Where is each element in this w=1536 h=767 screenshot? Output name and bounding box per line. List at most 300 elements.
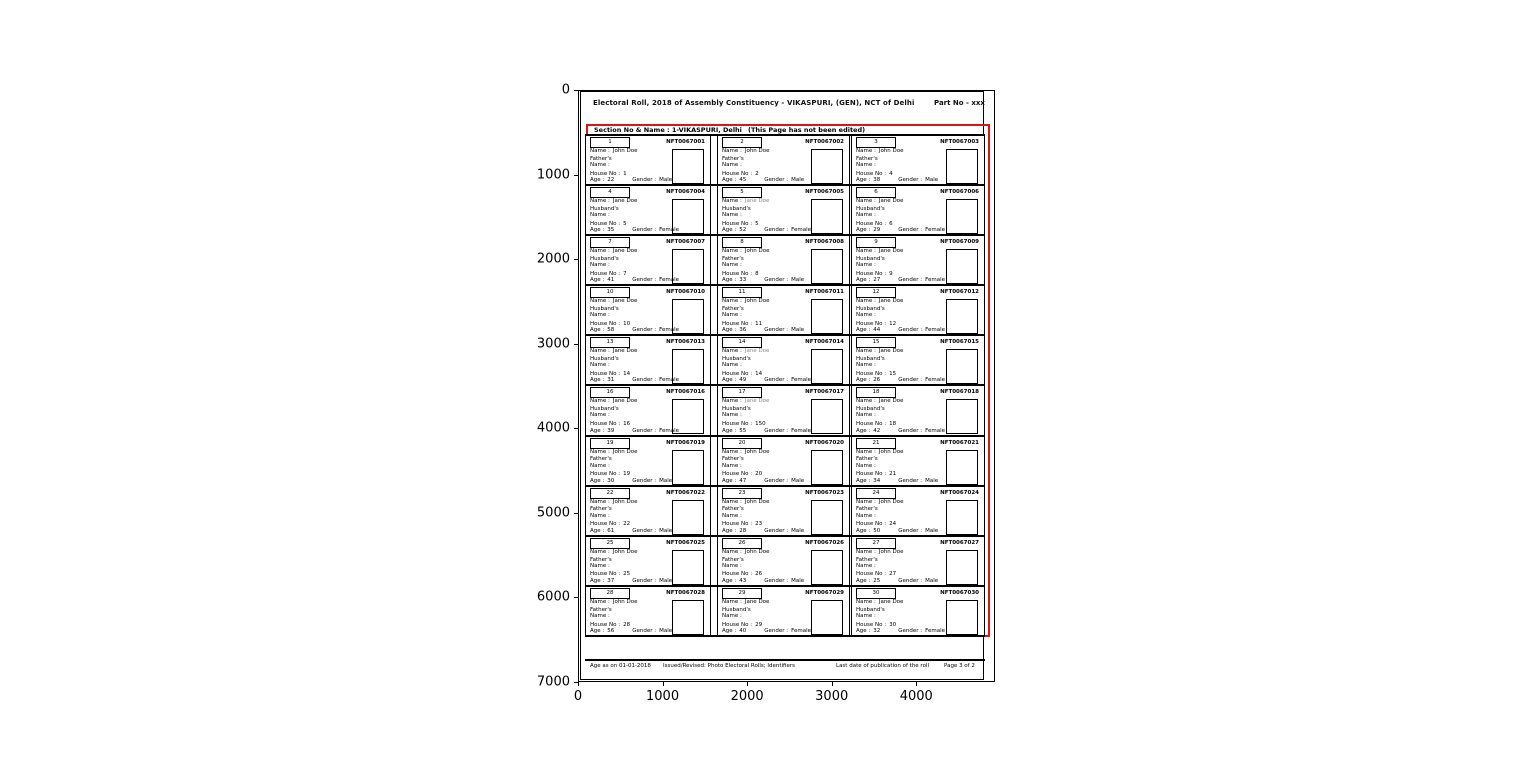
relation-line: Father's [722, 556, 744, 563]
relation-line: Father's [590, 556, 612, 563]
house-number: 20 [755, 471, 763, 478]
voter-row [585, 587, 985, 637]
age-value: 50 [873, 527, 881, 534]
voter-details [722, 248, 809, 277]
house-number: 14 [755, 371, 763, 377]
relation-line: Husband's [856, 406, 885, 413]
relation-name-label: Name : [590, 512, 610, 519]
age-label: Age : [722, 577, 737, 584]
age-label: Age : [590, 577, 605, 584]
gender-label: Gender : [632, 277, 657, 284]
age-gender-line [590, 327, 706, 333]
serial-number-box: 9 [856, 237, 896, 248]
relation-name-label: Name : [590, 412, 610, 419]
epic-number: NFT0067019 [666, 439, 705, 446]
age-gender-line [722, 578, 845, 584]
relation-name-label: Name : [590, 312, 610, 319]
epic-number: NFT0067012 [940, 289, 979, 296]
age-gender-line [722, 628, 845, 634]
relation-name-label: Name : [856, 262, 876, 269]
serial-number-box: 11 [722, 287, 762, 298]
voter-name: Jane Doe [744, 348, 770, 355]
name-label: Name : [856, 498, 876, 505]
name-label: Name : [856, 348, 876, 355]
voter-details [590, 449, 670, 478]
voter-card [585, 386, 711, 434]
name-label: Name : [722, 448, 742, 455]
y-tick-label: 1000 [536, 167, 570, 183]
gender-value: Female [659, 377, 680, 384]
gender-value: Female [659, 227, 680, 234]
age-label: Age : [590, 627, 605, 634]
voter-details [590, 298, 670, 327]
gender-label: Gender : [764, 227, 789, 234]
relation-line: Father's [590, 456, 612, 463]
age-label: Age : [722, 177, 737, 184]
voter-card [585, 437, 711, 485]
age-gender-line [856, 578, 980, 584]
name-label: Name : [722, 498, 742, 505]
name-label: Name : [856, 398, 876, 405]
age-gender-line [856, 478, 980, 484]
age-value: 22 [607, 177, 615, 184]
relation-line: Father's [590, 506, 612, 513]
gender-value: Female [925, 627, 946, 634]
voter-details [856, 348, 944, 377]
age-label: Age : [590, 177, 605, 184]
house-label: House No : [590, 220, 621, 227]
relation-line: Father's [722, 456, 744, 463]
age-gender-line [590, 528, 706, 534]
voter-name: Jane Doe [612, 198, 638, 205]
voter-row [585, 186, 985, 236]
relation-line: Father's [856, 556, 878, 563]
epic-number: NFT0067007 [666, 239, 705, 246]
name-label: Name : [722, 148, 742, 154]
voter-name: John Doe [612, 148, 638, 154]
voter-details [722, 499, 809, 528]
y-tick-mark [574, 259, 578, 260]
relation-name-label: Name : [856, 512, 876, 519]
voter-details [856, 499, 944, 528]
relation-line: Husband's [856, 205, 885, 212]
age-label: Age : [856, 427, 871, 434]
voter-name: Jane Doe [612, 248, 638, 255]
age-gender-line [856, 327, 980, 333]
voter-card [851, 136, 985, 184]
name-label: Name : [722, 248, 742, 255]
name-label: Name : [590, 398, 610, 405]
y-tick-mark [574, 428, 578, 429]
voter-row [585, 286, 985, 336]
age-value: 40 [739, 627, 747, 634]
gender-label: Gender : [898, 227, 923, 234]
name-label: Name : [722, 548, 742, 555]
house-number: 6 [889, 220, 893, 227]
y-tick-label: 2000 [536, 251, 570, 267]
y-tick-label: 6000 [536, 589, 570, 605]
voter-details [722, 398, 809, 427]
serial-number-box: 13 [590, 337, 630, 348]
voter-card [717, 236, 850, 284]
gender-label: Gender : [898, 477, 923, 484]
gender-label: Gender : [632, 527, 657, 534]
age-label: Age : [856, 277, 871, 284]
gender-value: Male [659, 177, 673, 184]
relation-name-label: Name : [722, 262, 742, 269]
house-label: House No : [722, 471, 753, 478]
voter-details [722, 148, 809, 177]
house-label: House No : [722, 421, 753, 428]
serial-number-box: 15 [856, 337, 896, 348]
name-label: Name : [856, 248, 876, 255]
x-tick-mark [916, 682, 917, 686]
name-label: Name : [722, 298, 742, 305]
serial-number-box: 30 [856, 588, 896, 599]
name-label: Name : [856, 198, 876, 205]
epic-number: NFT0067029 [805, 589, 844, 596]
serial-number-box: 18 [856, 387, 896, 398]
serial-number-box: 10 [590, 287, 630, 298]
gender-value: Male [791, 577, 805, 584]
age-value: 61 [607, 527, 615, 534]
gender-value: Female [925, 427, 946, 434]
voter-card [851, 587, 985, 635]
voter-details [722, 549, 809, 578]
relation-name-label: Name : [856, 612, 876, 619]
age-label: Age : [590, 427, 605, 434]
age-label: Age : [722, 527, 737, 534]
voter-card [851, 336, 985, 384]
house-label: House No : [590, 170, 621, 177]
epic-number: NFT0067008 [805, 239, 844, 246]
relation-line: Husband's [856, 356, 885, 363]
x-tick-label: 1000 [646, 689, 680, 704]
age-value: 38 [873, 177, 881, 184]
voter-card-grid [585, 134, 985, 637]
voter-details [722, 599, 809, 628]
voter-name: John Doe [878, 498, 904, 505]
voter-card [717, 186, 850, 234]
age-label: Age : [590, 477, 605, 484]
age-value: 26 [873, 377, 881, 384]
house-number: 27 [889, 571, 897, 578]
house-label: House No : [722, 270, 753, 277]
epic-number: NFT0067004 [666, 189, 705, 196]
x-tick-label: 2000 [730, 689, 764, 704]
gender-value: Female [659, 277, 680, 284]
serial-number-box: 16 [590, 387, 630, 398]
voter-details [722, 198, 809, 227]
x-tick-label: 0 [573, 689, 583, 704]
serial-number-box: 17 [722, 387, 762, 398]
voter-name: Jane Doe [744, 398, 770, 405]
voter-row [585, 236, 985, 286]
name-label: Name : [590, 298, 610, 305]
house-label: House No : [856, 220, 887, 227]
house-number: 5 [623, 220, 627, 227]
serial-number-box: 29 [722, 588, 762, 599]
house-label: House No : [722, 320, 753, 327]
relation-line: Father's [722, 255, 744, 262]
age-gender-line [590, 177, 706, 183]
house-number: 22 [623, 521, 631, 528]
voter-card [717, 336, 850, 384]
name-label: Name : [590, 548, 610, 555]
house-label: House No : [722, 571, 753, 578]
relation-name-label: Name : [590, 562, 610, 569]
gender-value: Male [791, 327, 805, 334]
relation-line: Husband's [590, 306, 619, 312]
serial-number-box: 25 [590, 538, 630, 549]
voter-name: Jane Doe [744, 598, 770, 605]
voter-name: John Doe [878, 548, 904, 555]
age-value: 44 [873, 327, 881, 334]
x-tick-label: 4000 [899, 689, 933, 704]
y-tick-label: 4000 [536, 420, 570, 436]
house-number: 150 [755, 421, 766, 428]
house-label: House No : [856, 170, 887, 177]
y-tick-mark [574, 597, 578, 598]
gender-label: Gender : [632, 177, 657, 184]
age-gender-line [590, 377, 706, 383]
relation-name-label: Name : [856, 161, 876, 168]
relation-line: Husband's [590, 255, 619, 262]
epic-number: NFT0067024 [940, 489, 979, 496]
x-tick-label: 3000 [815, 689, 849, 704]
house-label: House No : [722, 220, 753, 227]
epic-number: NFT0067030 [940, 589, 979, 596]
name-label: Name : [722, 198, 742, 205]
footer-age-as-on: Age as on 01-01-2018 [590, 663, 651, 669]
age-value: 58 [607, 327, 615, 334]
epic-number: NFT0067027 [940, 539, 979, 546]
age-label: Age : [856, 177, 871, 184]
epic-number: NFT0067025 [666, 539, 705, 546]
age-value: 28 [739, 527, 747, 534]
x-tick-mark [663, 682, 664, 686]
gender-value: Female [791, 427, 812, 434]
voter-details [590, 499, 670, 528]
serial-number-box: 24 [856, 488, 896, 499]
gender-label: Gender : [764, 377, 789, 384]
gender-label: Gender : [898, 527, 923, 534]
gender-label: Gender : [764, 277, 789, 284]
relation-line: Father's [722, 155, 744, 162]
voter-name: Jane Doe [612, 398, 638, 405]
voter-name: John Doe [878, 448, 904, 455]
epic-number: NFT0067010 [666, 289, 705, 296]
house-label: House No : [722, 371, 753, 377]
house-label: House No : [856, 270, 887, 277]
age-gender-line [722, 428, 845, 434]
gender-label: Gender : [632, 477, 657, 484]
age-gender-line [856, 227, 980, 233]
footer-issued: Issued/Revised: Photo Electoral Rolls; Identifiers [663, 663, 796, 669]
voter-card [851, 286, 985, 334]
relation-name-label: Name : [590, 212, 610, 218]
age-value: 25 [873, 577, 881, 584]
voter-details [856, 398, 944, 427]
house-number: 9 [889, 270, 893, 277]
house-number: 24 [889, 521, 897, 528]
voter-name: Jane Doe [878, 398, 904, 405]
relation-line: Husband's [590, 356, 619, 363]
gender-value: Male [925, 477, 939, 484]
gender-value: Male [925, 177, 939, 184]
house-number: 29 [755, 621, 763, 628]
age-label: Age : [590, 227, 605, 234]
age-label: Age : [590, 277, 605, 284]
voter-name: John Doe [612, 598, 638, 605]
relation-name-label: Name : [722, 362, 742, 369]
epic-number: NFT0067021 [940, 439, 979, 446]
name-label: Name : [590, 448, 610, 455]
voter-details [856, 198, 944, 227]
voter-details [722, 348, 809, 377]
voter-details [590, 148, 670, 177]
gender-label: Gender : [764, 577, 789, 584]
relation-name-label: Name : [590, 612, 610, 619]
name-label: Name : [856, 148, 876, 154]
gender-label: Gender : [898, 427, 923, 434]
house-number: 21 [889, 471, 897, 478]
relation-name-label: Name : [590, 262, 610, 269]
age-value: 30 [607, 477, 615, 484]
age-label: Age : [856, 527, 871, 534]
gender-label: Gender : [898, 577, 923, 584]
epic-number: NFT0067028 [666, 589, 705, 596]
house-label: House No : [856, 471, 887, 478]
relation-line: Father's [722, 306, 744, 312]
relation-line: Father's [722, 506, 744, 513]
gender-label: Gender : [898, 327, 923, 334]
house-label: House No : [856, 521, 887, 528]
voter-name: Jane Doe [612, 348, 638, 355]
house-label: House No : [590, 621, 621, 628]
voter-card [585, 587, 711, 635]
age-value: 32 [873, 627, 881, 634]
epic-number: NFT0067006 [940, 189, 979, 196]
house-number: 30 [889, 621, 897, 628]
y-tick-mark [574, 513, 578, 514]
name-label: Name : [590, 498, 610, 505]
voter-details [856, 298, 944, 327]
age-gender-line [722, 277, 845, 283]
y-tick-mark [574, 90, 578, 91]
age-value: 33 [739, 277, 747, 284]
age-label: Age : [856, 477, 871, 484]
gender-value: Male [925, 527, 939, 534]
name-label: Name : [590, 148, 610, 154]
age-gender-line [590, 227, 706, 233]
gender-value: Male [925, 577, 939, 584]
gender-label: Gender : [764, 327, 789, 334]
voter-card [717, 437, 850, 485]
name-label: Name : [722, 598, 742, 605]
voter-name: John Doe [612, 498, 638, 505]
house-number: 7 [623, 270, 627, 277]
age-gender-line [590, 628, 706, 634]
age-gender-line [722, 177, 845, 183]
serial-number-box: 8 [722, 237, 762, 248]
gender-label: Gender : [632, 577, 657, 584]
relation-name-label: Name : [722, 612, 742, 619]
y-tick-label: 7000 [536, 674, 570, 690]
relation-line: Husband's [590, 205, 619, 212]
relation-line: Husband's [856, 306, 885, 312]
house-label: House No : [856, 571, 887, 578]
relation-name-label: Name : [856, 312, 876, 319]
relation-line: Husband's [722, 356, 751, 363]
gender-label: Gender : [898, 277, 923, 284]
age-value: 27 [873, 277, 881, 284]
voter-row [585, 336, 985, 386]
age-gender-line [722, 377, 845, 383]
voter-row [585, 136, 985, 186]
epic-number: NFT0067015 [940, 339, 979, 346]
voter-card [717, 587, 850, 635]
relation-line: Father's [856, 456, 878, 463]
house-label: House No : [590, 371, 621, 377]
gender-label: Gender : [632, 377, 657, 384]
voter-name: Jane Doe [878, 348, 904, 355]
relation-line: Husband's [722, 606, 751, 613]
name-label: Name : [590, 348, 610, 355]
name-label: Name : [590, 248, 610, 255]
serial-number-box: 23 [722, 488, 762, 499]
age-value: 41 [607, 277, 615, 284]
epic-number: NFT0067001 [666, 139, 705, 145]
voter-details [590, 348, 670, 377]
relation-name-label: Name : [722, 412, 742, 419]
y-tick-label: 5000 [536, 505, 570, 521]
relation-name-label: Name : [590, 161, 610, 168]
gender-label: Gender : [632, 327, 657, 334]
serial-number-box: 7 [590, 237, 630, 248]
relation-name-label: Name : [722, 512, 742, 519]
age-value: 52 [739, 227, 747, 234]
voter-details [856, 549, 944, 578]
gender-label: Gender : [632, 627, 657, 634]
footer-last-date: Last date of publication of the roll [836, 663, 929, 669]
y-tick-mark [574, 175, 578, 176]
voter-name: Jane Doe [878, 248, 904, 255]
gender-label: Gender : [632, 427, 657, 434]
gender-value: Male [791, 527, 805, 534]
house-label: House No : [856, 621, 887, 628]
age-value: 43 [739, 577, 747, 584]
voter-name: Jane Doe [744, 198, 770, 205]
epic-number: NFT0067018 [940, 389, 979, 396]
footer-divider [585, 659, 985, 661]
relation-name-label: Name : [856, 462, 876, 469]
house-number: 4 [889, 170, 893, 177]
age-label: Age : [590, 527, 605, 534]
age-gender-line [856, 177, 980, 183]
y-tick-label: 3000 [536, 336, 570, 352]
gender-value: Male [791, 477, 805, 484]
epic-number: NFT0067017 [805, 389, 844, 396]
relation-line: Husband's [856, 255, 885, 262]
relation-line: Father's [856, 506, 878, 513]
serial-number-box: 5 [722, 187, 762, 198]
name-label: Name : [590, 598, 610, 605]
voter-name: Jane Doe [878, 298, 904, 305]
age-value: 42 [873, 427, 881, 434]
house-label: House No : [722, 170, 753, 177]
age-label: Age : [856, 377, 871, 384]
